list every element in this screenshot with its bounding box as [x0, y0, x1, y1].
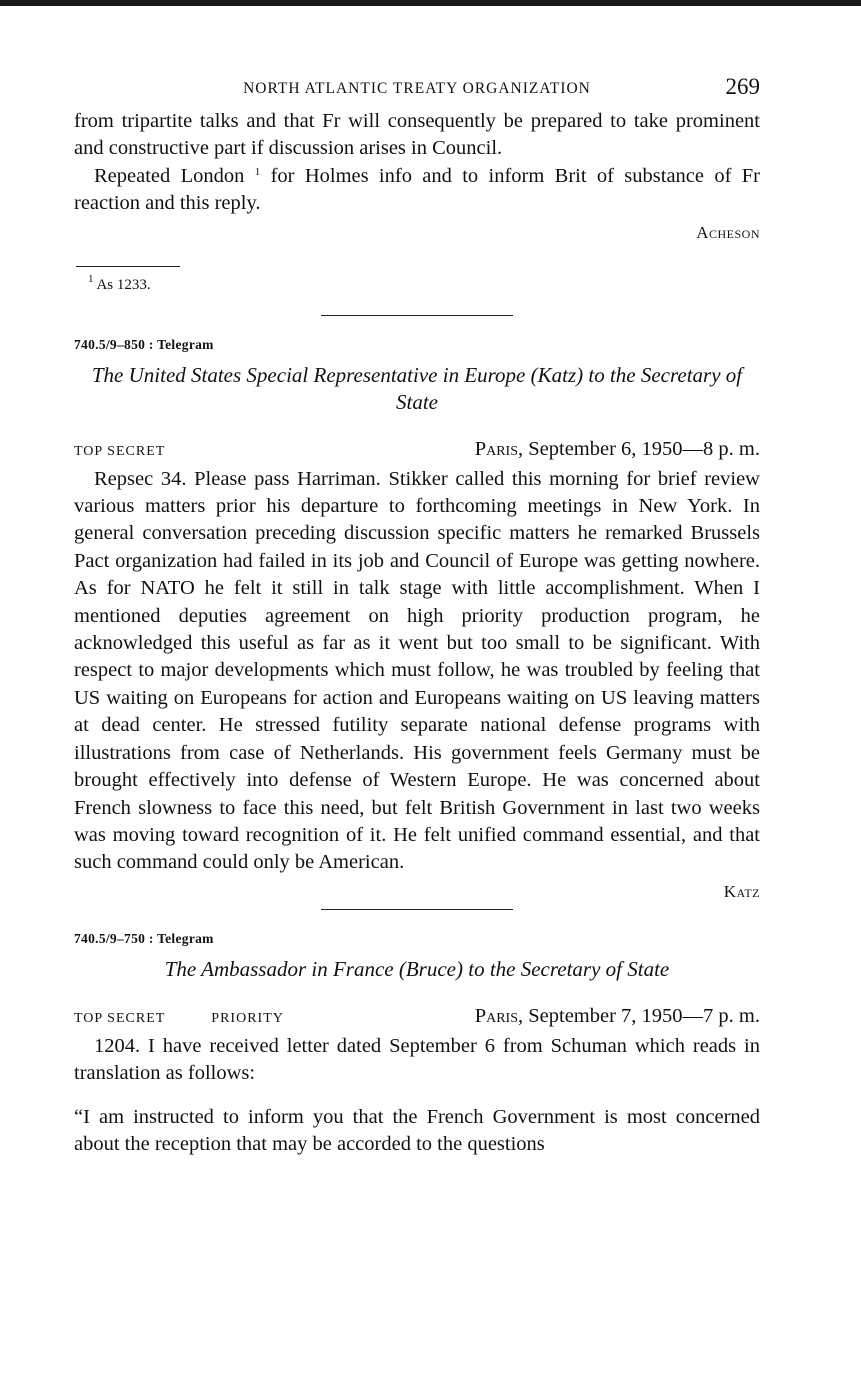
doc2-heading: The Ambassador in France (Bruce) to the Secretary of State — [164, 956, 670, 981]
doc2-quoted-letter: “I am instructed to inform you that the French Government is most concerned about the reception that may be accorded to the questions — [74, 1105, 760, 1155]
doc2-dateline-city: Paris — [474, 1004, 518, 1027]
doc1-dateline-date: , September 6, 1950—8 p. m. — [518, 437, 760, 460]
repeated-paragraph — [74, 163, 760, 218]
section-divider — [321, 315, 513, 316]
doc2-dateline — [475, 1005, 760, 1028]
footnote-rule — [76, 266, 180, 267]
continuation-paragraph: from tripartite talks and that Fr will consequently be prepared to take prominent and constructive part if discussion arises in Council. — [74, 110, 760, 160]
page-number: 269 — [725, 74, 760, 99]
doc1-body: Repsec 34. Please pass Harriman. Stikker called this morning for brief review various matters prior his departure to forthcoming meetings in New York. In general conversation preceding discussion specific matters he remarked Brussels Pact organization had failed in its job and Council of Europe was getting nowhere. As for NATO he felt it still in talk stage with little accomplishment. When I mentioned deputies agreement on high priority production program, he acknowledged this useful as far as it went but too small to be significant. With respect to major developments which must follow, he was troubled by feeling that US waiting on Europeans for action and Europeans waiting on US leaving matters at dead center. He stressed futility separate national defense programs with illustrations from case of Netherlands. His government feels Germany must be brought effectively into defense of Western Europe. He was concerned about French slowness to face this need, but felt British Government in last two weeks was moving toward recognition of it. He felt unified command essential, and that such command could only be American. — [74, 467, 760, 874]
signature-acheson: Acheson — [696, 222, 760, 242]
doc2-dateline-date: , September 7, 1950—7 p. m. — [518, 1004, 760, 1027]
doc2-file-reference: 740.5/9–750 : Telegram — [74, 930, 214, 946]
doc1-head-line — [74, 438, 760, 466]
repeated-text-end: for Holmes info and to inform Brit of substance of Fr reaction and this reply. — [74, 164, 760, 215]
doc1-classification: TOP SECRET — [74, 443, 166, 459]
running-header — [74, 70, 760, 108]
scan-top-edge — [0, 0, 861, 6]
running-title: NORTH ATLANTIC TREATY ORGANIZATION — [243, 80, 591, 97]
footnote-text: As 1233. — [96, 276, 151, 293]
doc2-head-line — [74, 1005, 760, 1033]
doc1-dateline — [475, 438, 760, 461]
doc1-file-reference: 740.5/9–850 : Telegram — [74, 336, 214, 352]
doc2-body: 1204. I have received letter dated September 6 from Schuman which reads in translation as follows: — [74, 1034, 760, 1085]
doc1-heading: The United States Special Representative in Europe (Katz) to the Secretary of State — [91, 362, 743, 414]
footnote-mark: 1 — [88, 272, 94, 285]
signature-katz: Katz — [723, 881, 760, 901]
doc2-classification: TOP SECRET — [74, 1010, 166, 1026]
footnote-reference: 1 — [254, 165, 261, 178]
repeated-text-start: Repeated London — [94, 164, 245, 187]
doc2-markings — [74, 1011, 284, 1027]
section-divider — [321, 909, 513, 910]
footnote — [88, 272, 760, 295]
doc1-dateline-city: Paris — [474, 437, 518, 460]
doc2-priority: PRIORITY — [211, 1010, 284, 1026]
document-page — [74, 70, 760, 1158]
